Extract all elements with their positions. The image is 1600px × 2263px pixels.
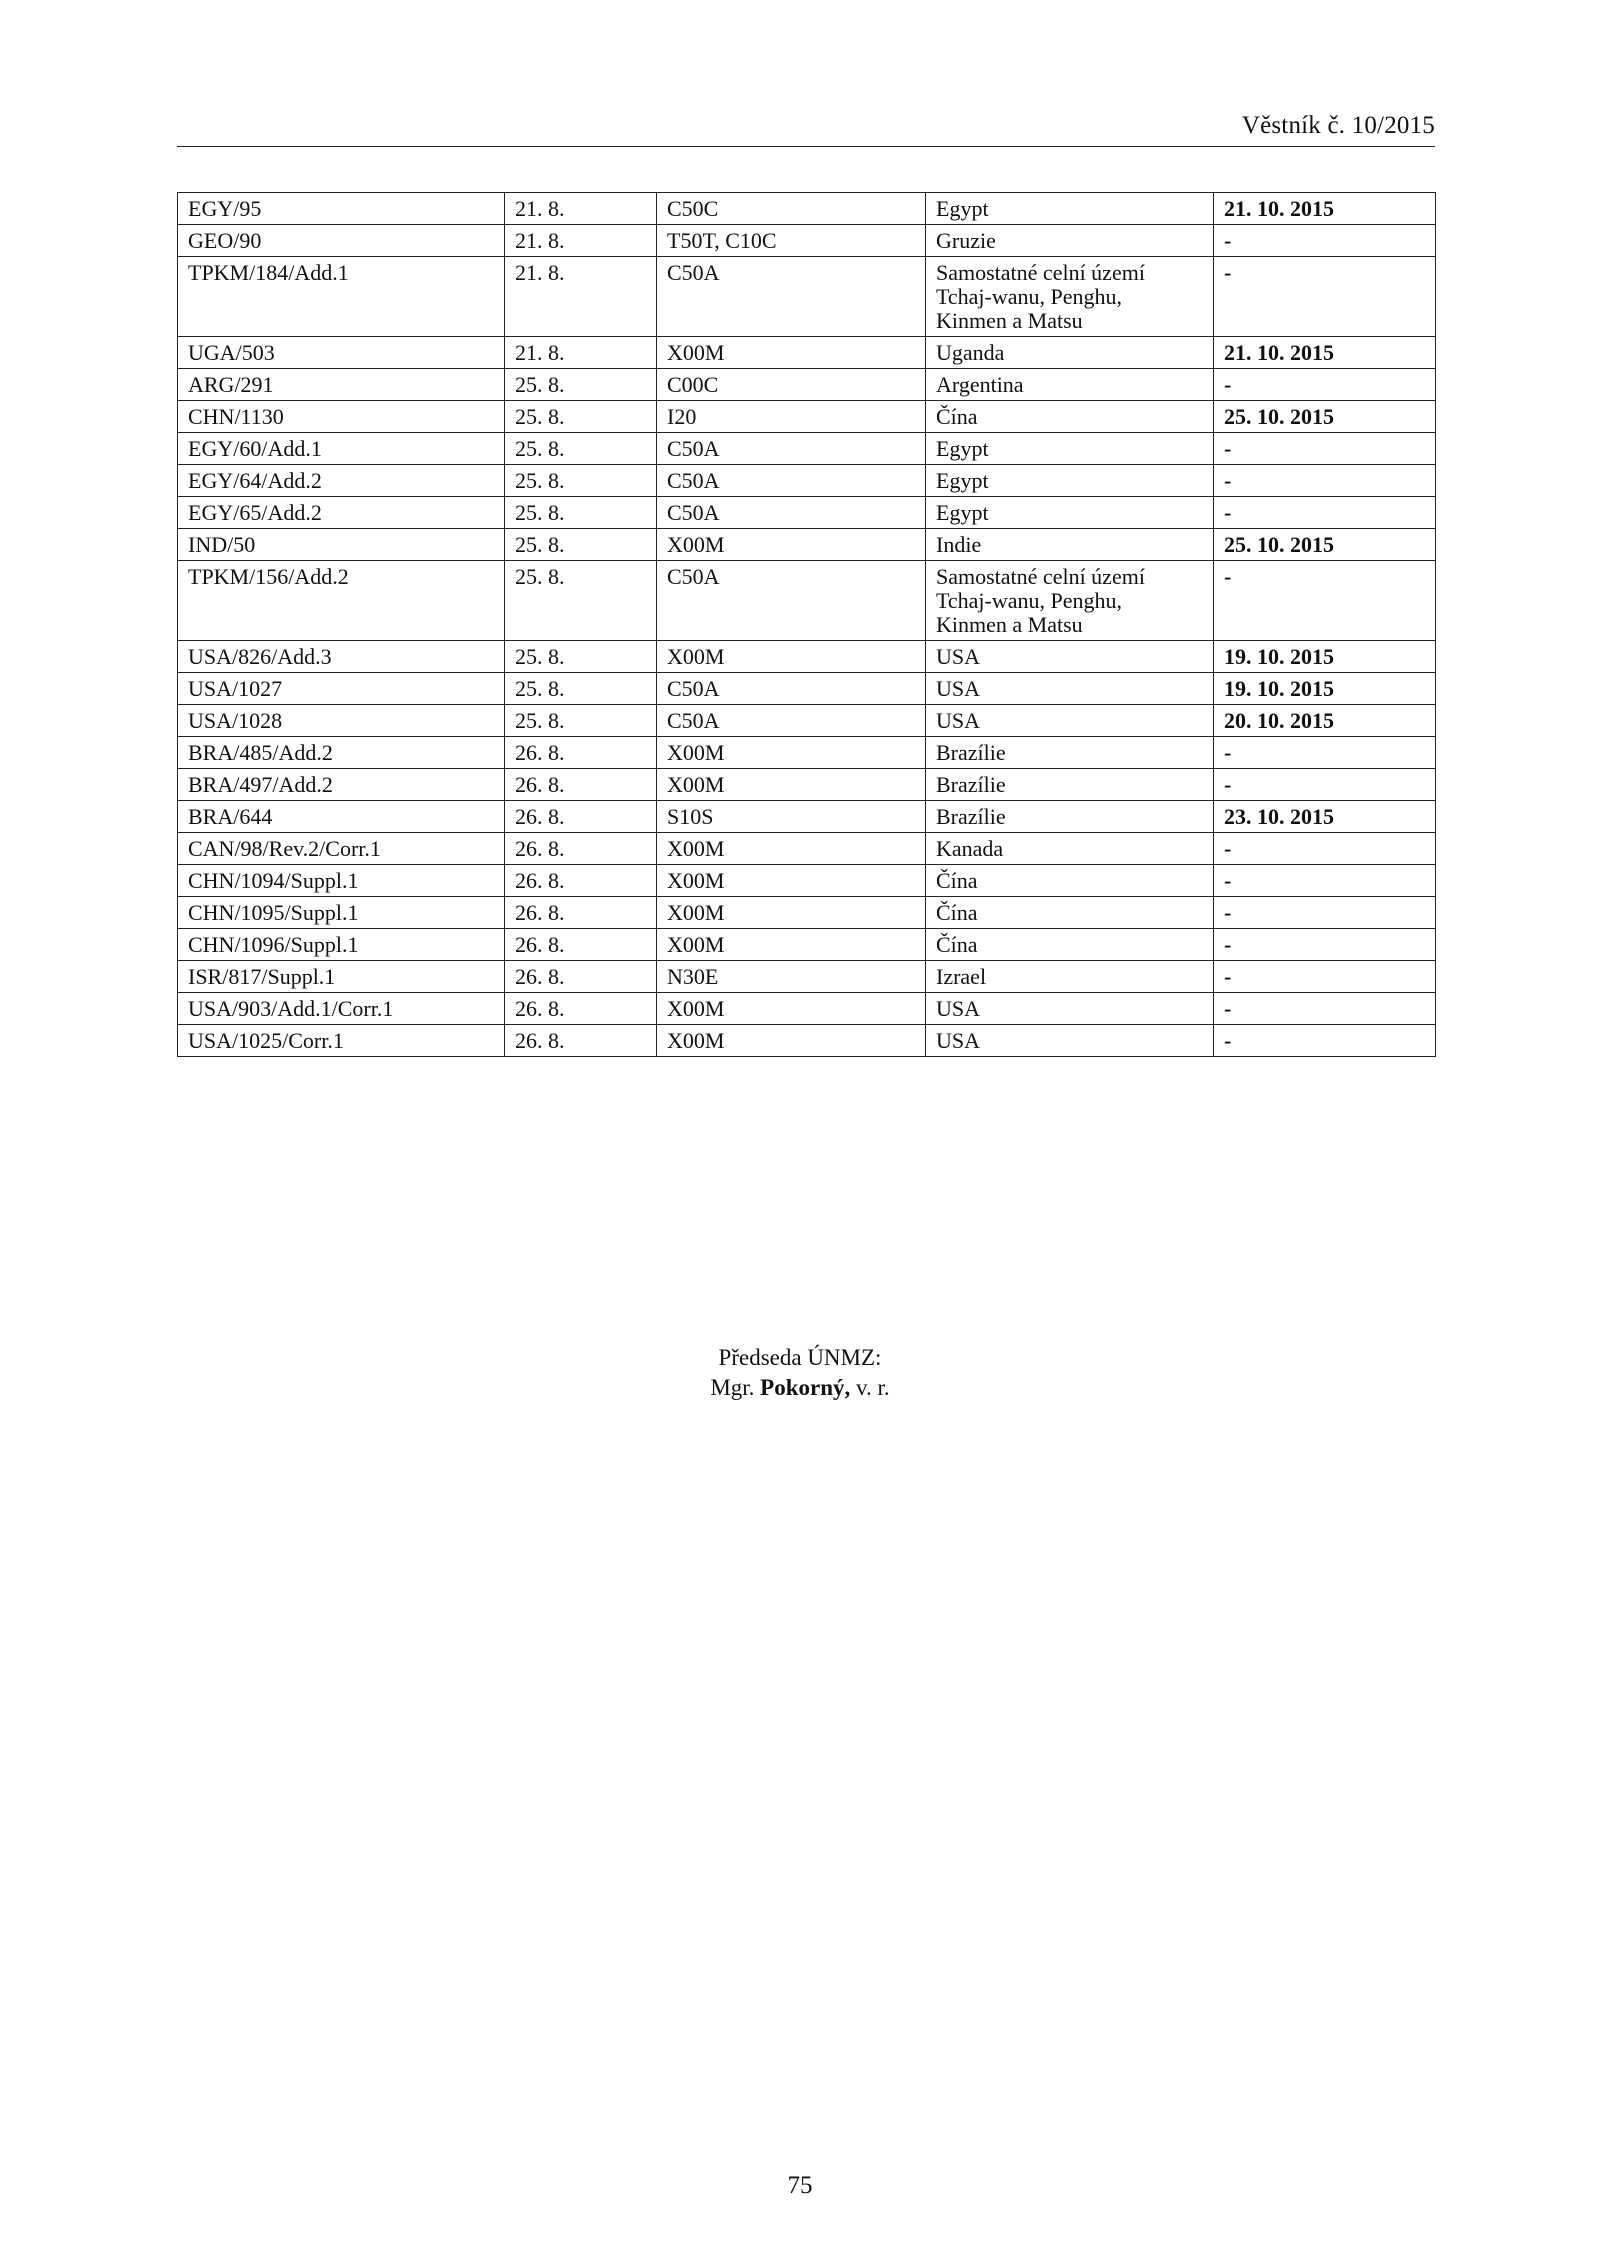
table-row bbox=[178, 865, 1436, 897]
cell-date: 25. 8. bbox=[505, 561, 657, 641]
table-row bbox=[178, 401, 1436, 433]
cell-country: Egypt bbox=[926, 465, 1214, 497]
signature-line bbox=[0, 1373, 1600, 1403]
cell-country: USA bbox=[926, 705, 1214, 737]
page-number: 75 bbox=[787, 2172, 813, 2199]
signature-role: Předseda ÚNMZ: bbox=[718, 1345, 882, 1370]
cell-code: CHN/1094/Suppl.1 bbox=[178, 865, 505, 897]
cell-date: 25. 8. bbox=[505, 465, 657, 497]
cell-code: BRA/497/Add.2 bbox=[178, 769, 505, 801]
table-row bbox=[178, 225, 1436, 257]
cell-code: TPKM/184/Add.1 bbox=[178, 257, 505, 337]
cell-deadline: - bbox=[1214, 1025, 1436, 1057]
cell-code: BRA/485/Add.2 bbox=[178, 737, 505, 769]
table-row bbox=[178, 993, 1436, 1025]
cell-deadline: 25. 10. 2015 bbox=[1214, 529, 1436, 561]
cell-country: Egypt bbox=[926, 433, 1214, 465]
cell-ics: T50T, C10C bbox=[657, 225, 926, 257]
cell-deadline: - bbox=[1214, 433, 1436, 465]
cell-country: USA bbox=[926, 641, 1214, 673]
cell-deadline: 20. 10. 2015 bbox=[1214, 705, 1436, 737]
table-row bbox=[178, 801, 1436, 833]
cell-code: USA/903/Add.1/Corr.1 bbox=[178, 993, 505, 1025]
cell-country: Izrael bbox=[926, 961, 1214, 993]
cell-date: 26. 8. bbox=[505, 897, 657, 929]
cell-deadline: - bbox=[1214, 769, 1436, 801]
cell-deadline: - bbox=[1214, 961, 1436, 993]
cell-ics: X00M bbox=[657, 833, 926, 865]
table-row bbox=[178, 465, 1436, 497]
cell-country: USA bbox=[926, 993, 1214, 1025]
cell-date: 25. 8. bbox=[505, 529, 657, 561]
table-row bbox=[178, 497, 1436, 529]
cell-deadline: - bbox=[1214, 737, 1436, 769]
cell-date: 21. 8. bbox=[505, 225, 657, 257]
table-row bbox=[178, 929, 1436, 961]
cell-ics: C50A bbox=[657, 257, 926, 337]
cell-ics: X00M bbox=[657, 1025, 926, 1057]
cell-country: Egypt bbox=[926, 497, 1214, 529]
cell-code: ISR/817/Suppl.1 bbox=[178, 961, 505, 993]
cell-country: Čína bbox=[926, 897, 1214, 929]
cell-country: Gruzie bbox=[926, 225, 1214, 257]
cell-deadline: 25. 10. 2015 bbox=[1214, 401, 1436, 433]
cell-country: Čína bbox=[926, 865, 1214, 897]
cell-code: USA/1028 bbox=[178, 705, 505, 737]
cell-ics: X00M bbox=[657, 737, 926, 769]
table-row bbox=[178, 641, 1436, 673]
cell-code: BRA/644 bbox=[178, 801, 505, 833]
cell-ics: C50C bbox=[657, 193, 926, 225]
cell-date: 26. 8. bbox=[505, 1025, 657, 1057]
cell-ics: C50A bbox=[657, 705, 926, 737]
cell-deadline: - bbox=[1214, 465, 1436, 497]
table-row bbox=[178, 961, 1436, 993]
cell-ics: N30E bbox=[657, 961, 926, 993]
cell-date: 21. 8. bbox=[505, 257, 657, 337]
cell-ics: X00M bbox=[657, 769, 926, 801]
signature-name: Pokorný, bbox=[760, 1375, 851, 1400]
cell-ics: C50A bbox=[657, 497, 926, 529]
cell-date: 26. 8. bbox=[505, 833, 657, 865]
table-row bbox=[178, 769, 1436, 801]
signature-suffix: v. r. bbox=[856, 1375, 890, 1400]
cell-ics: C00C bbox=[657, 369, 926, 401]
table-row bbox=[178, 193, 1436, 225]
cell-date: 26. 8. bbox=[505, 929, 657, 961]
table-row bbox=[178, 257, 1436, 337]
cell-ics: X00M bbox=[657, 865, 926, 897]
cell-deadline: - bbox=[1214, 369, 1436, 401]
cell-deadline: 21. 10. 2015 bbox=[1214, 337, 1436, 369]
cell-country: Čína bbox=[926, 929, 1214, 961]
cell-date: 25. 8. bbox=[505, 673, 657, 705]
table-row bbox=[178, 705, 1436, 737]
cell-ics: C50A bbox=[657, 465, 926, 497]
cell-code: USA/1025/Corr.1 bbox=[178, 1025, 505, 1057]
table-row bbox=[178, 529, 1436, 561]
cell-deadline: 19. 10. 2015 bbox=[1214, 641, 1436, 673]
cell-country: Samostatné celní území Tchaj-wanu, Penghu, Kinmen a Matsu bbox=[926, 561, 1214, 641]
cell-date: 26. 8. bbox=[505, 769, 657, 801]
cell-code: USA/826/Add.3 bbox=[178, 641, 505, 673]
cell-code: EGY/60/Add.1 bbox=[178, 433, 505, 465]
table-row bbox=[178, 369, 1436, 401]
cell-country: USA bbox=[926, 673, 1214, 705]
cell-deadline: 21. 10. 2015 bbox=[1214, 193, 1436, 225]
table-body bbox=[178, 193, 1436, 1057]
cell-deadline: - bbox=[1214, 993, 1436, 1025]
cell-code: GEO/90 bbox=[178, 225, 505, 257]
cell-code: IND/50 bbox=[178, 529, 505, 561]
table-row bbox=[178, 737, 1436, 769]
cell-country: Brazílie bbox=[926, 737, 1214, 769]
cell-code: CHN/1096/Suppl.1 bbox=[178, 929, 505, 961]
cell-date: 26. 8. bbox=[505, 737, 657, 769]
cell-code: TPKM/156/Add.2 bbox=[178, 561, 505, 641]
cell-ics: C50A bbox=[657, 433, 926, 465]
cell-date: 26. 8. bbox=[505, 801, 657, 833]
cell-country: Brazílie bbox=[926, 769, 1214, 801]
cell-ics: C50A bbox=[657, 561, 926, 641]
cell-date: 25. 8. bbox=[505, 369, 657, 401]
page-header bbox=[177, 110, 1435, 147]
cell-ics: X00M bbox=[657, 641, 926, 673]
cell-ics: C50A bbox=[657, 673, 926, 705]
signature-block bbox=[0, 1343, 1600, 1403]
notification-table bbox=[177, 192, 1436, 1057]
cell-date: 25. 8. bbox=[505, 433, 657, 465]
cell-ics: X00M bbox=[657, 993, 926, 1025]
cell-code: EGY/65/Add.2 bbox=[178, 497, 505, 529]
cell-deadline: - bbox=[1214, 257, 1436, 337]
header-title: Věstník č. 10/2015 bbox=[1241, 112, 1435, 139]
cell-deadline: - bbox=[1214, 865, 1436, 897]
cell-deadline: 23. 10. 2015 bbox=[1214, 801, 1436, 833]
cell-country: Indie bbox=[926, 529, 1214, 561]
cell-code: USA/1027 bbox=[178, 673, 505, 705]
cell-ics: X00M bbox=[657, 529, 926, 561]
signature-prefix: Mgr. bbox=[710, 1375, 755, 1400]
cell-code: EGY/64/Add.2 bbox=[178, 465, 505, 497]
cell-date: 21. 8. bbox=[505, 193, 657, 225]
cell-ics: X00M bbox=[657, 897, 926, 929]
table-row bbox=[178, 1025, 1436, 1057]
cell-ics: S10S bbox=[657, 801, 926, 833]
cell-country: Samostatné celní území Tchaj-wanu, Penghu, Kinmen a Matsu bbox=[926, 257, 1214, 337]
cell-country: Kanada bbox=[926, 833, 1214, 865]
table-row bbox=[178, 561, 1436, 641]
cell-country: Uganda bbox=[926, 337, 1214, 369]
cell-code: UGA/503 bbox=[178, 337, 505, 369]
cell-date: 26. 8. bbox=[505, 993, 657, 1025]
cell-ics: X00M bbox=[657, 929, 926, 961]
cell-date: 25. 8. bbox=[505, 497, 657, 529]
cell-deadline: - bbox=[1214, 561, 1436, 641]
cell-country: Egypt bbox=[926, 193, 1214, 225]
cell-code: CAN/98/Rev.2/Corr.1 bbox=[178, 833, 505, 865]
cell-country: USA bbox=[926, 1025, 1214, 1057]
cell-date: 25. 8. bbox=[505, 401, 657, 433]
cell-ics: X00M bbox=[657, 337, 926, 369]
cell-deadline: - bbox=[1214, 225, 1436, 257]
cell-deadline: - bbox=[1214, 497, 1436, 529]
cell-code: CHN/1095/Suppl.1 bbox=[178, 897, 505, 929]
table-row bbox=[178, 433, 1436, 465]
table-row bbox=[178, 673, 1436, 705]
cell-country: Brazílie bbox=[926, 801, 1214, 833]
cell-country: Čína bbox=[926, 401, 1214, 433]
cell-date: 21. 8. bbox=[505, 337, 657, 369]
cell-date: 26. 8. bbox=[505, 961, 657, 993]
cell-deadline: 19. 10. 2015 bbox=[1214, 673, 1436, 705]
cell-deadline: - bbox=[1214, 897, 1436, 929]
cell-ics: I20 bbox=[657, 401, 926, 433]
cell-deadline: - bbox=[1214, 929, 1436, 961]
cell-country: Argentina bbox=[926, 369, 1214, 401]
table-row bbox=[178, 337, 1436, 369]
cell-date: 26. 8. bbox=[505, 865, 657, 897]
table-row bbox=[178, 897, 1436, 929]
cell-date: 25. 8. bbox=[505, 705, 657, 737]
cell-deadline: - bbox=[1214, 833, 1436, 865]
cell-code: ARG/291 bbox=[178, 369, 505, 401]
cell-code: EGY/95 bbox=[178, 193, 505, 225]
cell-date: 25. 8. bbox=[505, 641, 657, 673]
table-row bbox=[178, 833, 1436, 865]
cell-code: CHN/1130 bbox=[178, 401, 505, 433]
